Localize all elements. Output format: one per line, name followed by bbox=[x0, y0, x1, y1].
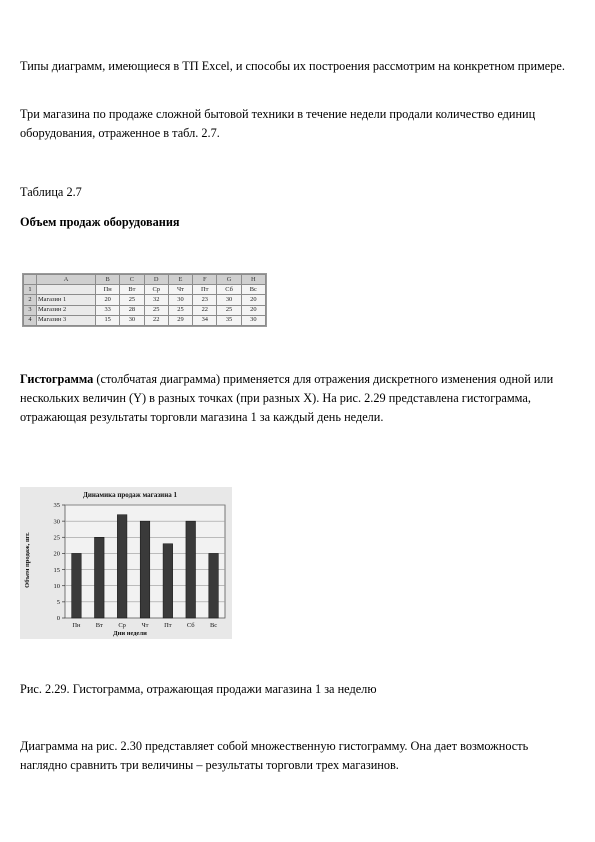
col-letter: E bbox=[168, 275, 192, 285]
bar bbox=[72, 553, 82, 618]
plot-area bbox=[54, 502, 226, 629]
value-cell: 35 bbox=[217, 315, 241, 325]
bar bbox=[94, 537, 104, 618]
sales-table bbox=[23, 274, 266, 326]
corner-cell bbox=[24, 275, 37, 285]
header-cell: Пт bbox=[193, 285, 217, 295]
value-cell: 30 bbox=[120, 315, 144, 325]
value-cell: 25 bbox=[144, 305, 168, 315]
header-cell: Чт bbox=[168, 285, 192, 295]
y-tick-label: 15 bbox=[53, 566, 60, 574]
table-row bbox=[24, 295, 266, 305]
shop-name: Магазин 3 bbox=[37, 315, 96, 325]
value-cell: 22 bbox=[193, 305, 217, 315]
table-row bbox=[24, 305, 266, 315]
y-tick-label: 10 bbox=[53, 582, 60, 590]
col-letter: C bbox=[120, 275, 144, 285]
bar bbox=[163, 544, 173, 618]
header-cell: Вс bbox=[241, 285, 265, 295]
x-tick-label: Вт bbox=[95, 622, 103, 629]
header-cell: Пн bbox=[96, 285, 120, 295]
value-cell: 20 bbox=[241, 295, 265, 305]
x-tick-label: Пн bbox=[72, 622, 81, 629]
bar bbox=[209, 553, 219, 618]
histogram-description: (столбчатая диаграмма) применяется для отражения дискретного изменения одной или нескольких величин (Y) в разных точках (при разных X). На рис. 2.29 представлена гистограмма, отражающая результаты торговли магазина 1 за каждый день недели. bbox=[20, 372, 554, 424]
value-cell: 15 bbox=[96, 315, 120, 325]
column-letter-row bbox=[24, 275, 266, 285]
intro-paragraph: Типы диаграмм, имеющиеся в ТП Excel, и способы их построения рассмотрим на конкретном примере. bbox=[20, 59, 565, 73]
header-cell bbox=[37, 285, 96, 295]
figure-caption: Рис. 2.29. Гистограмма, отражающая продажи магазина 1 за неделю bbox=[20, 682, 377, 696]
value-cell: 33 bbox=[96, 305, 120, 315]
bar bbox=[140, 521, 150, 618]
header-cell: Ср bbox=[144, 285, 168, 295]
sales-histogram bbox=[20, 487, 232, 639]
x-tick-label: Ср bbox=[118, 622, 126, 629]
value-cell: 23 bbox=[193, 295, 217, 305]
col-letter: H bbox=[241, 275, 265, 285]
bar bbox=[117, 515, 127, 618]
col-letter: D bbox=[144, 275, 168, 285]
row-number: 2 bbox=[24, 295, 37, 305]
multi-histogram-paragraph: Диаграмма на рис. 2.30 представляет собой множественную гистограмму. Она дает возможность наглядно сравнить три величины – результаты торговли трех магазинов. bbox=[20, 739, 529, 772]
x-tick-label: Пт bbox=[164, 622, 172, 629]
value-cell: 25 bbox=[168, 305, 192, 315]
row-number: 1 bbox=[24, 285, 37, 295]
table-row bbox=[24, 315, 266, 325]
chart-title: Динамика продаж магазина 1 bbox=[83, 491, 177, 499]
y-axis-label: Объем продаж, шт. bbox=[24, 532, 31, 588]
value-cell: 25 bbox=[217, 305, 241, 315]
header-cell: Вт bbox=[120, 285, 144, 295]
table-header-row bbox=[24, 285, 266, 295]
col-letter: B bbox=[96, 275, 120, 285]
y-tick-label: 25 bbox=[53, 534, 60, 542]
shop-name: Магазин 1 bbox=[37, 295, 96, 305]
value-cell: 30 bbox=[217, 295, 241, 305]
shops-paragraph: Три магазина по продаже сложной бытовой техники в течение недели продали количество единиц оборудования, отраженное в табл. 2.7. bbox=[20, 107, 536, 140]
value-cell: 20 bbox=[241, 305, 265, 315]
value-cell: 25 bbox=[120, 295, 144, 305]
x-tick-label: Чт bbox=[141, 622, 149, 629]
value-cell: 34 bbox=[193, 315, 217, 325]
col-letter: A bbox=[37, 275, 96, 285]
shop-name: Магазин 2 bbox=[37, 305, 96, 315]
col-letter: G bbox=[217, 275, 241, 285]
bar bbox=[186, 521, 196, 618]
sales-spreadsheet bbox=[22, 273, 267, 327]
value-cell: 20 bbox=[96, 295, 120, 305]
header-cell: Сб bbox=[217, 285, 241, 295]
value-cell: 32 bbox=[144, 295, 168, 305]
y-tick-label: 20 bbox=[53, 550, 60, 558]
y-tick-label: 0 bbox=[56, 615, 60, 623]
value-cell: 22 bbox=[144, 315, 168, 325]
row-number: 3 bbox=[24, 305, 37, 315]
col-letter: F bbox=[193, 275, 217, 285]
value-cell: 30 bbox=[241, 315, 265, 325]
histogram-svg bbox=[20, 487, 232, 639]
histogram-term: Гистограмма bbox=[20, 372, 94, 386]
y-tick-label: 30 bbox=[53, 518, 60, 526]
value-cell: 28 bbox=[120, 305, 144, 315]
row-number: 4 bbox=[24, 315, 37, 325]
histogram-paragraph bbox=[20, 370, 575, 427]
x-axis-label: Дни недели bbox=[113, 630, 147, 637]
y-tick-label: 5 bbox=[56, 599, 60, 607]
value-cell: 29 bbox=[168, 315, 192, 325]
value-cell: 30 bbox=[168, 295, 192, 305]
x-tick-label: Вс bbox=[209, 622, 218, 629]
table-title: Объем продаж оборудования bbox=[20, 215, 180, 229]
y-tick-label: 35 bbox=[53, 502, 60, 510]
table-number: Таблица 2.7 bbox=[20, 185, 82, 199]
x-tick-label: Сб bbox=[186, 622, 195, 629]
